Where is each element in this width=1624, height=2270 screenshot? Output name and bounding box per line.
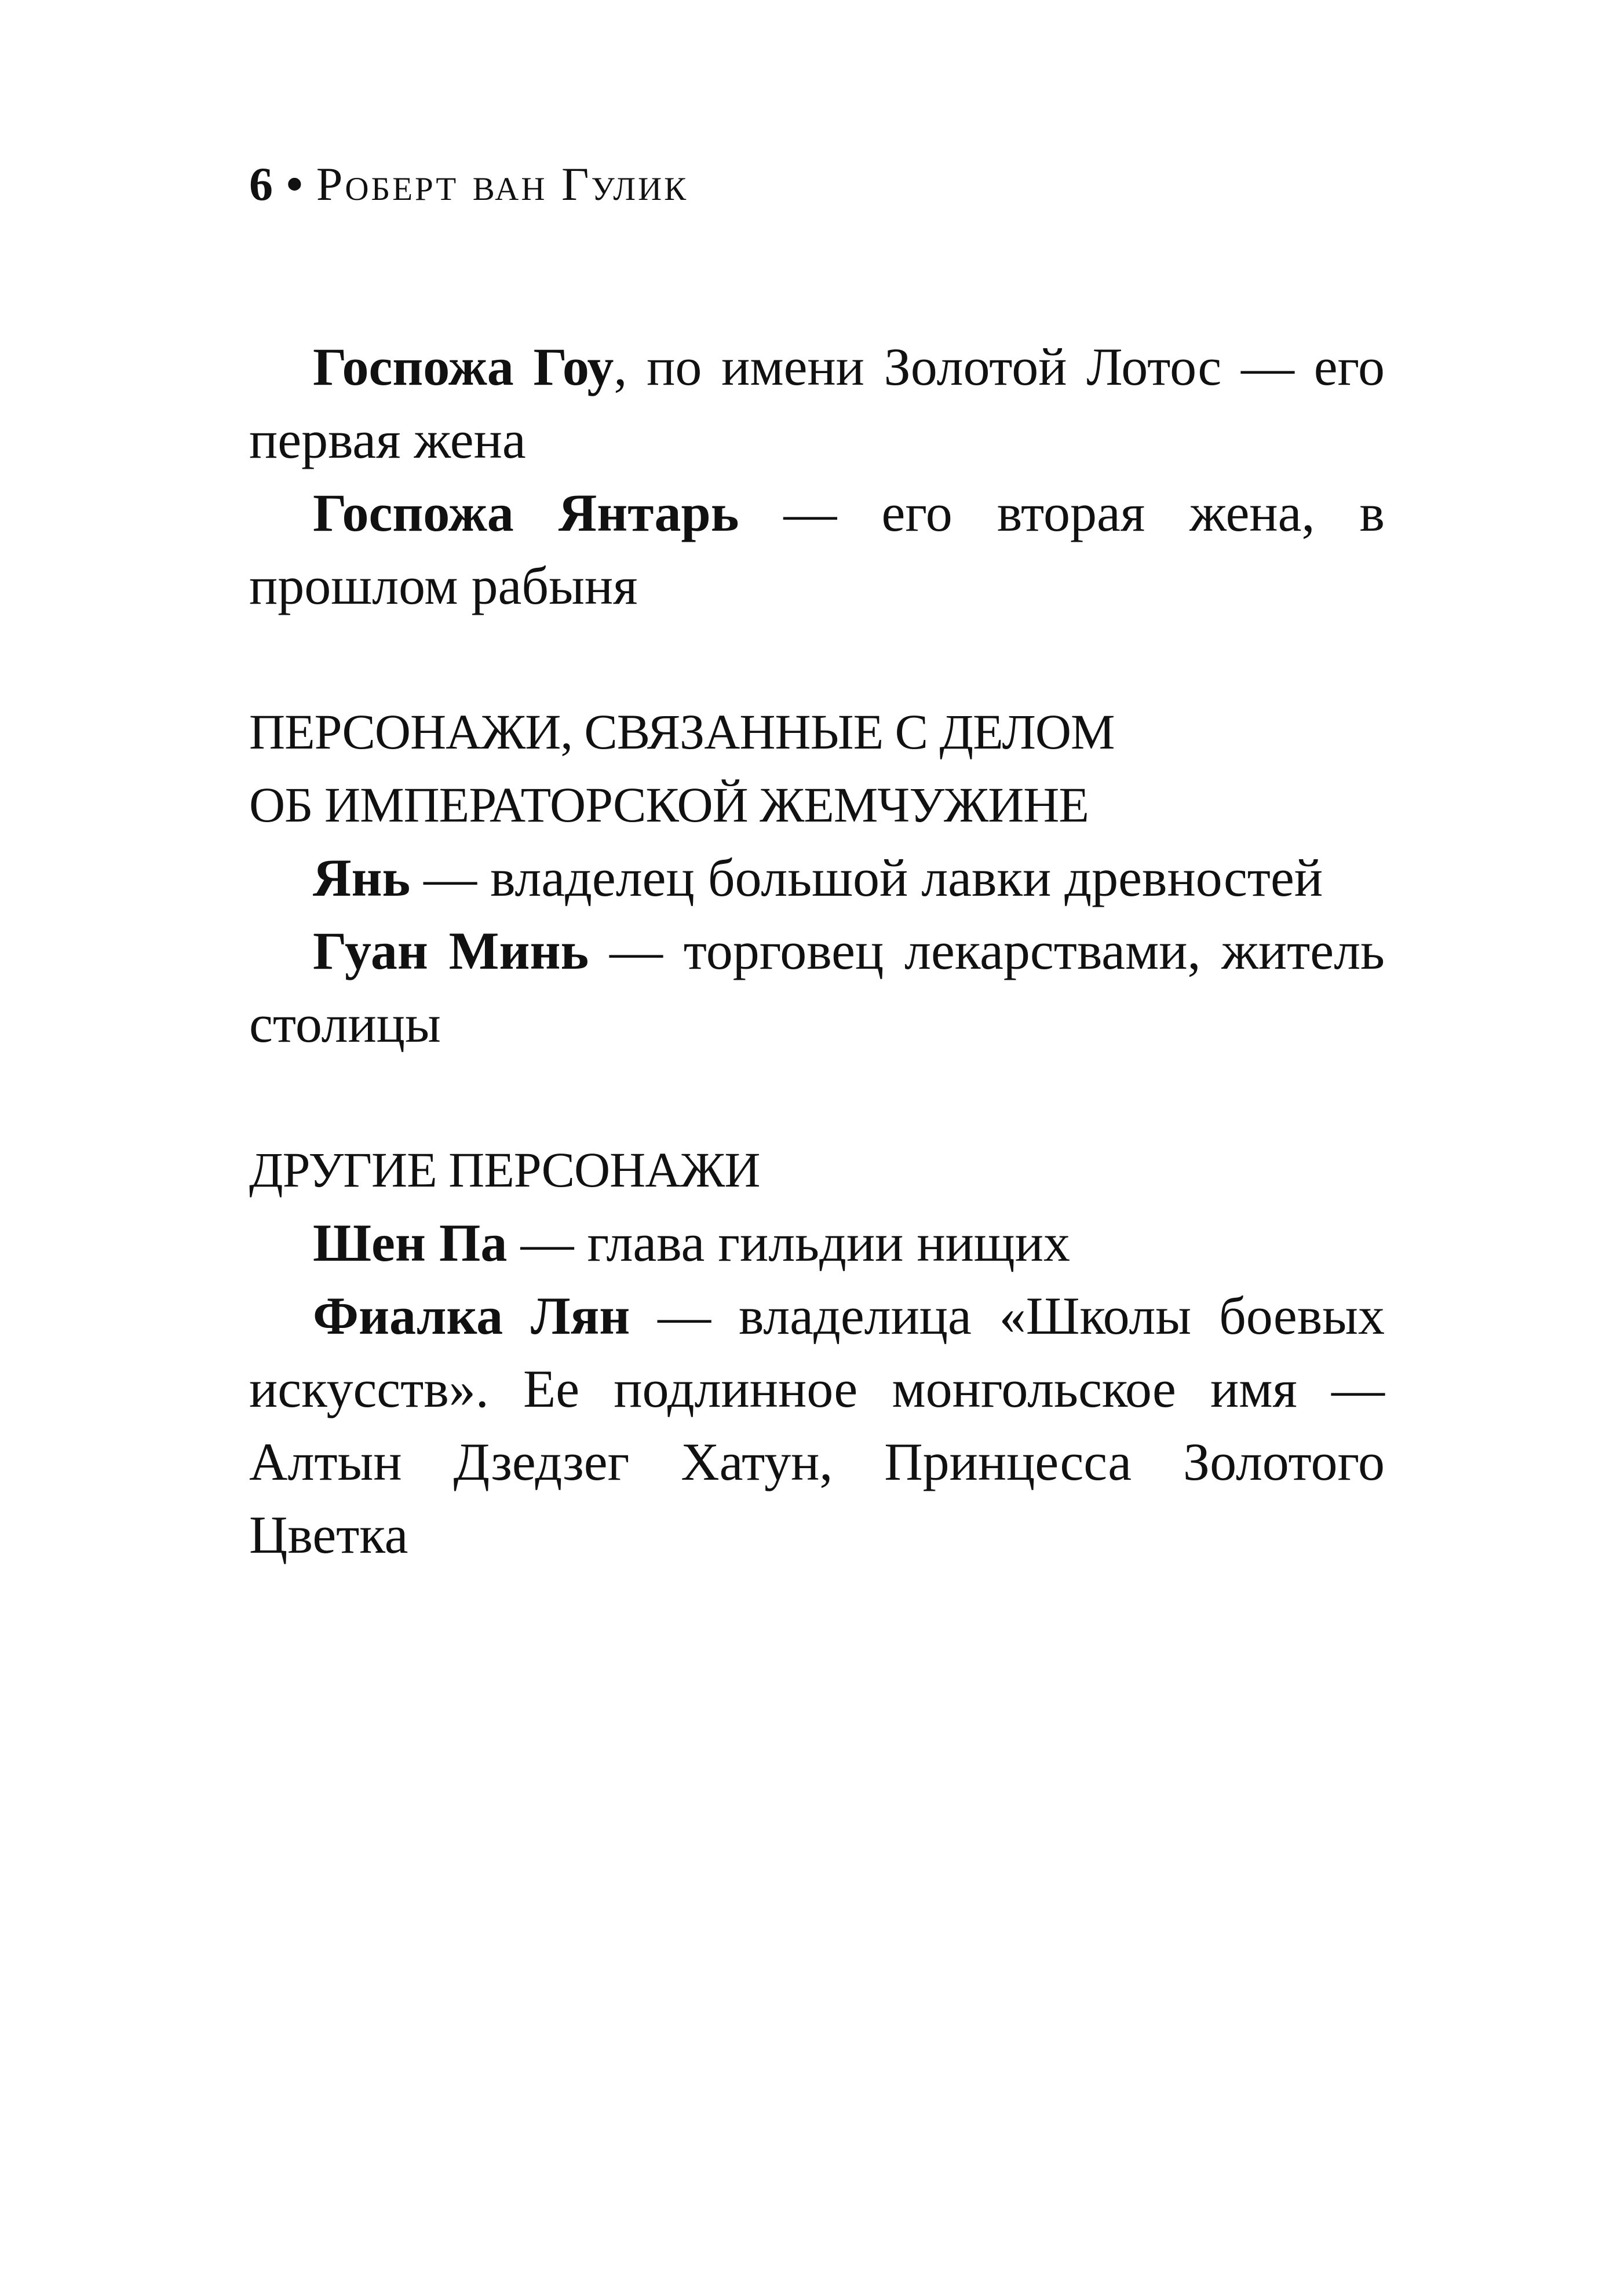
character-name: Госпожа Янтарь — [313, 483, 739, 542]
page-number: 6 — [249, 158, 273, 210]
character-description: — торговец лекарствами, житель столицы — [249, 921, 1385, 1053]
section-heading: ПЕРСОНАЖИ, СВЯЗАННЫЕ С ДЕЛОМ — [249, 704, 1115, 760]
character-description: — владелец большой лавки древностей — [410, 848, 1323, 907]
header-separator: • — [286, 158, 304, 210]
character-name: Фиалка Лян — [313, 1286, 630, 1345]
character-entry — [249, 330, 1385, 476]
character-entry — [249, 1206, 1385, 1279]
author-name: Роберт ван Гулик — [316, 158, 689, 210]
section-gap — [249, 622, 1385, 695]
character-name: Шен Па — [313, 1213, 508, 1272]
character-description: , по имени Золотой Лотос — его первая жена — [249, 337, 1385, 469]
section-heading: ОБ ИМПЕРАТОРСКОЙ ЖЕМЧУЖИНЕ — [249, 777, 1089, 833]
character-entry — [249, 476, 1385, 622]
character-entry — [249, 914, 1385, 1060]
section-heading: ДРУГИЕ ПЕРСОНАЖИ — [249, 1142, 760, 1198]
character-description: — глава гильдии нищих — [507, 1213, 1070, 1272]
character-name: Янь — [313, 848, 411, 907]
running-head — [249, 155, 688, 213]
character-description: — его вторая жена, в прошлом рабыня — [249, 483, 1385, 615]
character-list — [249, 330, 1385, 1571]
character-name: Гуан Минь — [313, 921, 589, 980]
character-name: Госпожа Гоу — [313, 337, 614, 396]
character-entry — [249, 1279, 1385, 1571]
character-entry — [249, 841, 1385, 914]
section-gap — [249, 1060, 1385, 1133]
character-description: — владелица «Школы боевых искусств». Ее подлинное монгольское имя — Алтын Дзедзег Хатун, Принцесса Золотого Цветка — [249, 1286, 1385, 1564]
